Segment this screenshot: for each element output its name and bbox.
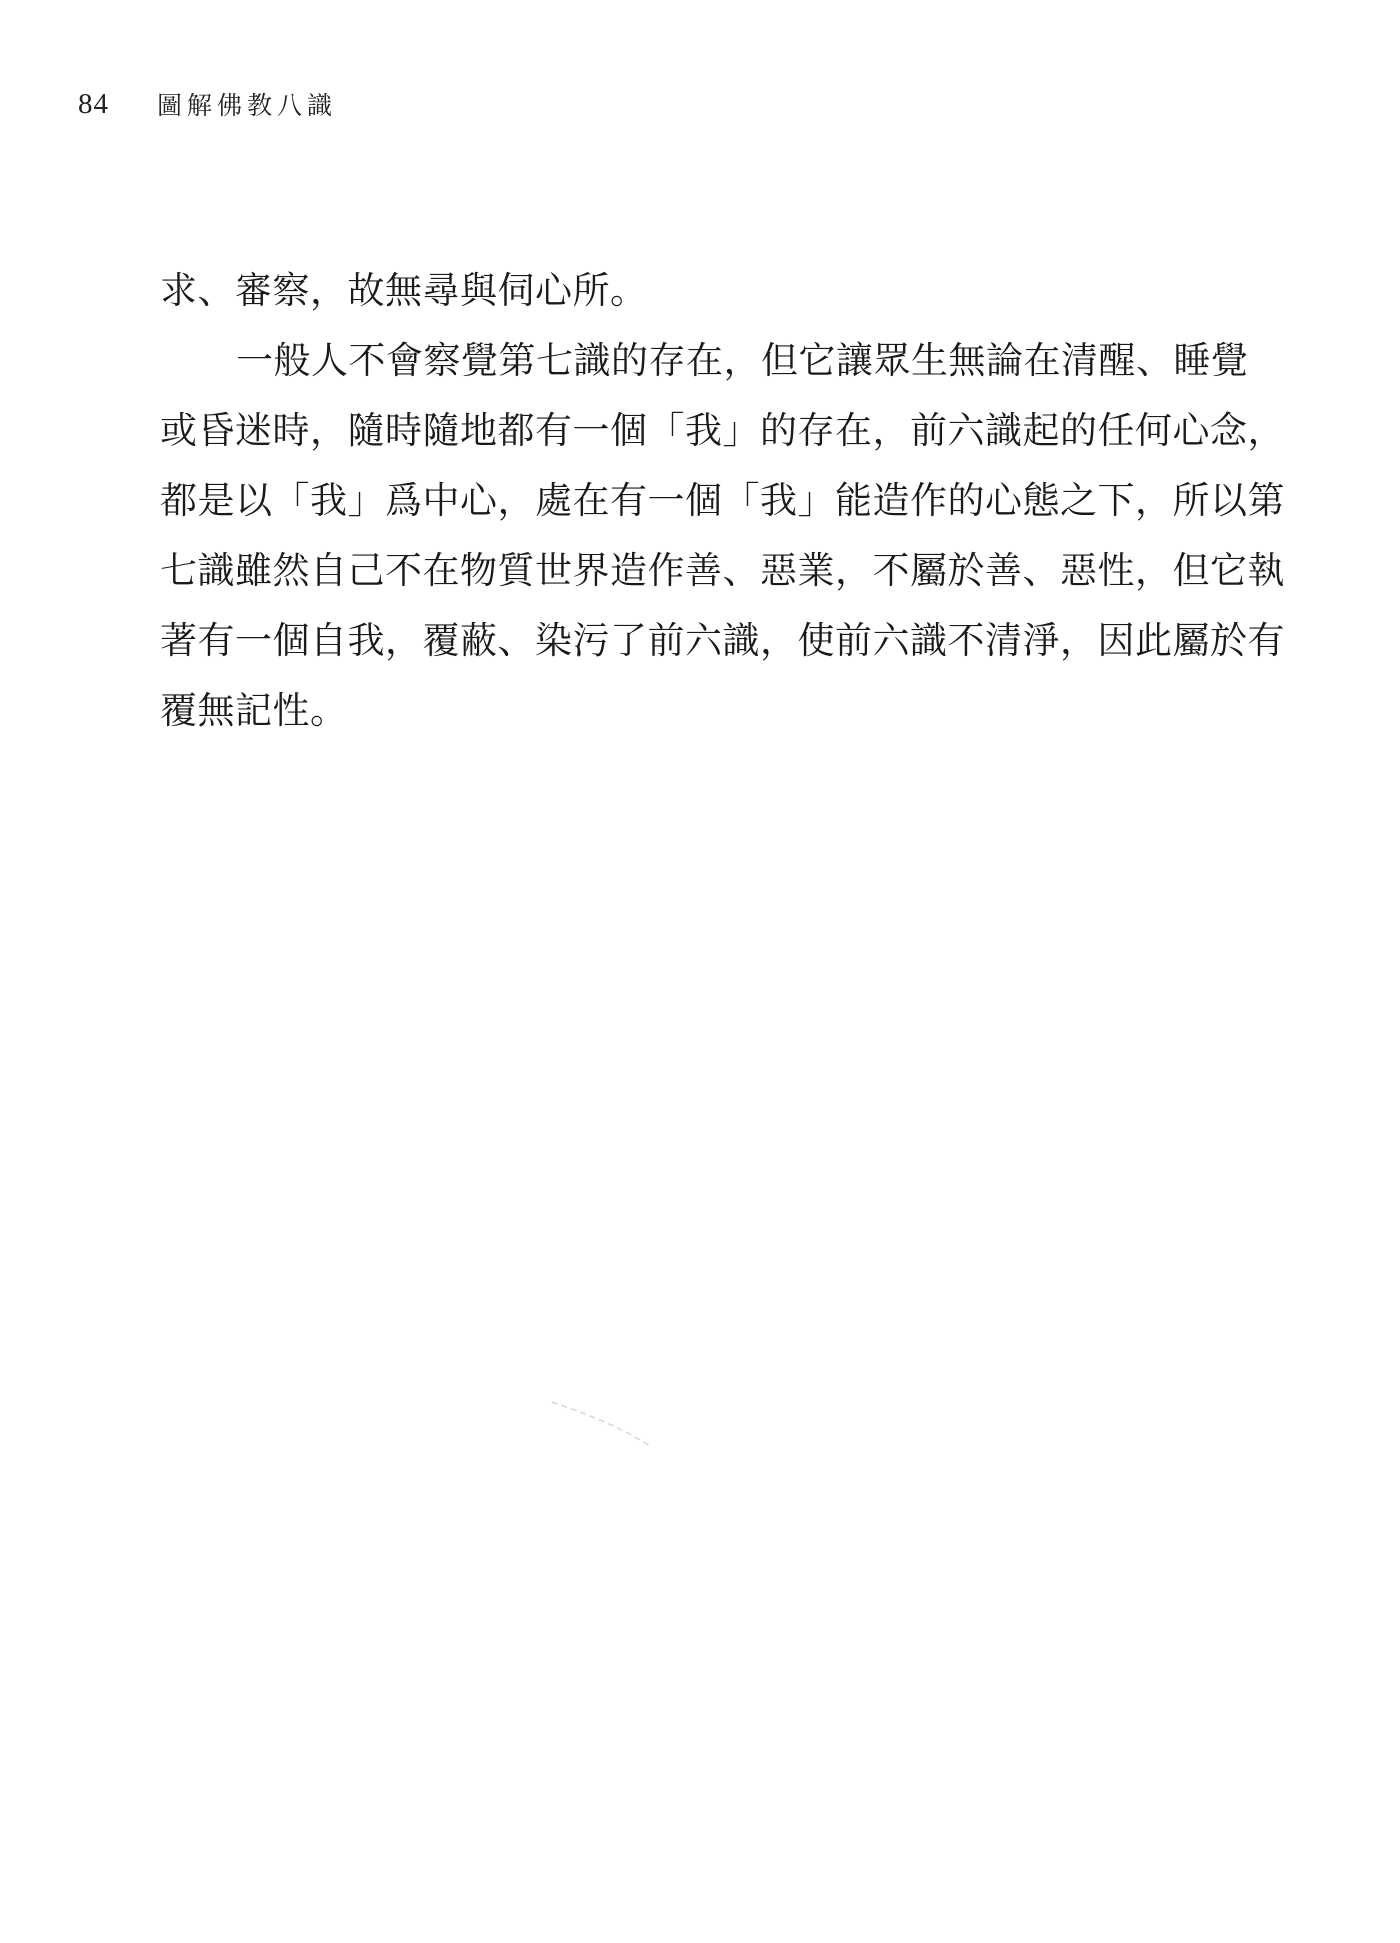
running-header — [78, 84, 337, 124]
text-line: 著有一個自我，覆蔽、染污了前六識，使前六識不清淨，因此屬於有 — [160, 619, 1285, 662]
text-line: 一般人不會察覺第七識的存在，但它讓眾生無論在清醒、睡覺 — [236, 339, 1249, 382]
body-paragraphs — [160, 256, 1285, 746]
text-line: 都是以「我」爲中心，處在有一個「我」能造作的心態之下，所以第 — [160, 479, 1285, 522]
scan-smudge — [550, 1400, 660, 1460]
text-line: 或昏迷時，隨時隨地都有一個「我」的存在，前六識起的任何心念， — [160, 409, 1285, 452]
text-line: 求、審察，故無尋與伺心所。 — [160, 269, 648, 312]
page-number: 84 — [78, 87, 109, 120]
text-line: 七識雖然自己不在物質世界造作善、惡業，不屬於善、惡性，但它執 — [160, 549, 1285, 592]
text-line: 覆無記性。 — [160, 689, 348, 732]
book-title: 圖解佛教八識 — [157, 91, 338, 120]
